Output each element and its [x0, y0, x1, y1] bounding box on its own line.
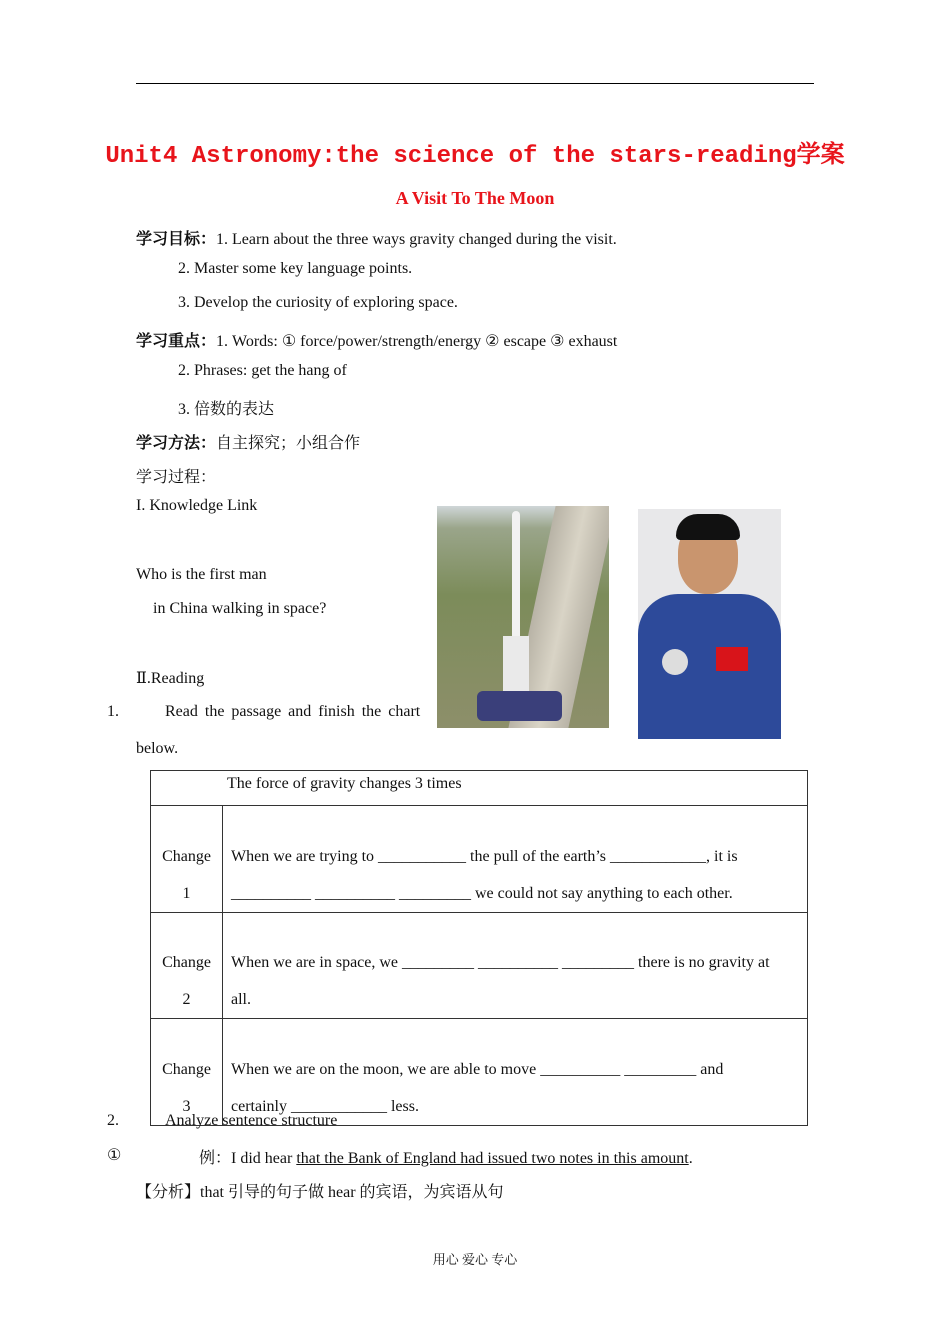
analyze-number: 2. — [107, 1112, 119, 1129]
row-content: When we are on the moon, we are able to move __________ _________ and certainly ____________ less. — [223, 1019, 808, 1126]
reading-heading: Ⅱ.Reading — [136, 670, 205, 687]
objectives-line-2: 2. Master some key language points. — [178, 260, 413, 277]
table-header-row — [151, 771, 808, 806]
task-text-cont: below. — [136, 740, 179, 757]
key-points-line-2: 2. Phrases: get the hang of — [178, 362, 347, 379]
knowledge-link-heading: I. Knowledge Link — [136, 497, 258, 514]
header-rule — [136, 83, 814, 84]
table-header: The force of gravity changes 3 times — [151, 771, 808, 806]
page-footer: 用心 爱心 专心 — [432, 1252, 518, 1267]
example-marker: ① — [107, 1147, 122, 1164]
document-subtitle: A Visit To The Moon — [395, 188, 555, 208]
row-content: When we are in space, we _________ __________ _________ there is no gravity at all. — [223, 913, 808, 1019]
gravity-chart-table — [150, 770, 808, 1126]
astronaut-photo — [638, 509, 781, 739]
analyze-text: Analyze sentence structure — [165, 1112, 338, 1129]
task-number: 1. — [107, 703, 119, 720]
objectives-line-3: 3. Develop the curiosity of exploring space. — [178, 294, 458, 311]
rocket-launch-photo — [437, 506, 609, 728]
analysis-text: 【分析】that 引导的句子做 hear 的宾语，为宾语从句 — [136, 1184, 504, 1201]
table-row — [151, 806, 808, 913]
key-points-line-3: 3. 倍数的表达 — [178, 401, 275, 418]
document-title: Unit4 Astronomy:the science of the stars-reading学案 — [105, 143, 845, 170]
objectives-line-1: 学习目标：1. Learn about the three ways gravity changed during the visit. — [136, 231, 617, 248]
table-row — [151, 913, 808, 1019]
row-label: Change 3 — [151, 1019, 223, 1126]
example-sentence: 例：I did hear that the Bank of England had issued two notes in this amount. — [199, 1150, 693, 1167]
question-line-2: in China walking in space? — [153, 600, 327, 617]
key-points-line-1: 学习重点：1. Words: ① force/power/strength/energy ② escape ③ exhaust — [136, 333, 618, 350]
methods-line: 学习方法：自主探究；小组合作 — [136, 435, 361, 452]
table-row — [151, 1019, 808, 1126]
row-label: Change 2 — [151, 913, 223, 1019]
question-line-1: Who is the first man — [136, 566, 267, 583]
row-content: When we are trying to ___________ the pull of the earth’s ____________, it is __________ __________ _________ we could not say anything to each other. — [223, 806, 808, 913]
row-label: Change 1 — [151, 806, 223, 913]
task-text: Read the passage and finish the chart — [165, 703, 421, 720]
process-label: 学习过程： — [136, 469, 217, 486]
